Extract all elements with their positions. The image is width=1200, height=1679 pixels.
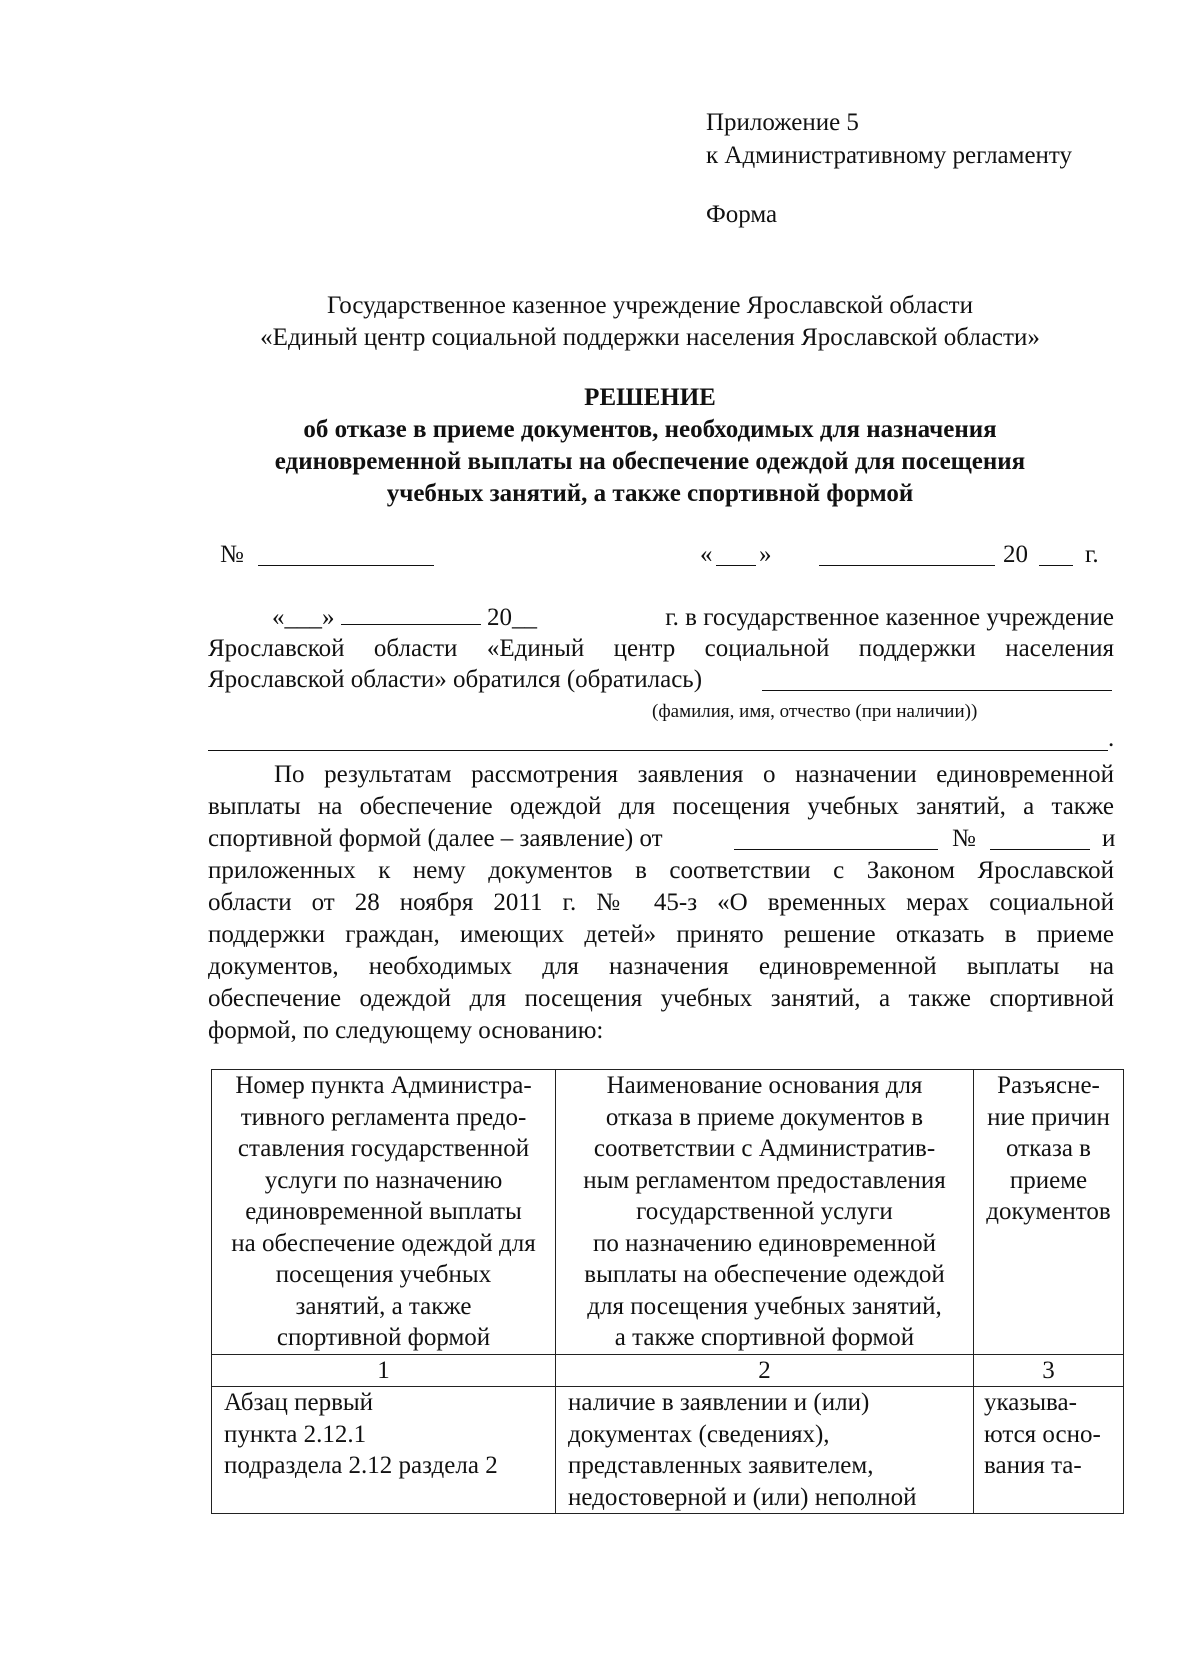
- paragraph1-line-1: [272, 602, 1114, 633]
- paragraph2-line-2: выплаты на обеспечение одеждой для посещения учебных занятий, а также: [208, 793, 1114, 820]
- number-field[interactable]: [258, 541, 434, 566]
- table-cell-line: пункта 2.12.1: [224, 1420, 367, 1448]
- table-header-1-line: занятий, а также: [295, 1292, 472, 1320]
- paragraph2-line-6: поддержки граждан, имеющих детей» принято решение отказать в приеме: [208, 921, 1114, 948]
- date-year-prefix: 20: [1003, 541, 1028, 568]
- paragraph2-line-9: формой, по следующему основанию:: [208, 1017, 604, 1044]
- table-column-number-1: 1: [212, 1354, 556, 1387]
- table-header-3-line: отказа в: [1006, 1135, 1091, 1162]
- paragraph1-end-dot: .: [1108, 725, 1115, 752]
- table-header-1-line: тивного регламента предо-: [240, 1103, 527, 1131]
- appendix-number: Приложение 5: [706, 109, 859, 136]
- appendix-regulation: к Административному регламенту: [706, 142, 1073, 169]
- table-header-2: [556, 1070, 974, 1355]
- table-header-2-line: для посещения учебных занятий,: [587, 1292, 942, 1320]
- paragraph2-line-5: области от 28 ноября 2011 г. № 45-з «О временных мерах социальной: [208, 889, 1114, 916]
- table-header-1-line: спортивной формой: [276, 1324, 491, 1351]
- table-header-2-line: соответствии с Административ-: [593, 1135, 936, 1162]
- paragraph2-line-3-a: спортивной формой (далее – заявление) от: [208, 825, 663, 852]
- table-header-3-line: документов: [986, 1198, 1111, 1225]
- table-cell-line: указыва-: [984, 1389, 1077, 1416]
- paragraph2-line-8: обеспечение одеждой для посещения учебных занятий, а также спортивной: [208, 985, 1114, 1012]
- table-cell-line: недостоверной и (или) неполной: [568, 1483, 917, 1511]
- date-quote-open: «: [700, 541, 713, 568]
- table-row: [212, 1387, 1124, 1514]
- table-header-3-line: Разъясне-: [997, 1072, 1100, 1099]
- table-header-3-line: приеме: [1009, 1166, 1088, 1194]
- table-cell-line: Абзац первый: [224, 1389, 374, 1416]
- table-header-1-line: услуги по назначению: [264, 1166, 503, 1194]
- table-header-2-line: а также спортивной формой: [614, 1324, 915, 1351]
- applicant-name-continuation-field[interactable]: [208, 726, 1108, 751]
- table-header-1-line: на обеспечение одеждой для: [231, 1229, 536, 1257]
- table-header-3-line: ние причин: [987, 1103, 1110, 1131]
- decision-subtitle-line-1: об отказе в приеме документов, необходимых для назначения: [303, 416, 997, 443]
- paragraph2-line-7: документов, необходимых для назначения единовременной выплаты на: [208, 953, 1114, 980]
- table-column-number-3: 3: [974, 1354, 1124, 1387]
- table-header-1-line: единовременной выплаты: [245, 1198, 522, 1225]
- table-header-1-line: Номер пункта Администра-: [235, 1072, 532, 1099]
- table-header-row: [212, 1070, 1124, 1355]
- table-cell-explanation: [974, 1387, 1124, 1514]
- date-year-suffix: г.: [1085, 541, 1099, 568]
- paragraph1-quote: «___»: [272, 604, 335, 631]
- table-header-2-line: Наименование основания для: [606, 1072, 923, 1099]
- paragraph1-month-field[interactable]: [341, 604, 481, 625]
- paragraph1-year: 20__: [487, 604, 537, 631]
- table-header-1: [212, 1070, 556, 1355]
- applicant-name-field[interactable]: [762, 666, 1112, 691]
- table-header-2-line: ным регламентом предоставления: [583, 1166, 946, 1194]
- date-month-field[interactable]: [819, 541, 995, 566]
- date-quote-close: »: [759, 541, 772, 568]
- applicant-name-caption: (фамилия, имя, отчество (при наличии)): [652, 701, 978, 722]
- table-number-row: [212, 1354, 1124, 1387]
- table-cell-line: подраздела 2.12 раздела 2: [224, 1452, 498, 1479]
- table-header-2-line: государственной услуги: [636, 1198, 893, 1225]
- paragraph2-line-4: приложенных к нему документов в соответствии с Законом Ярославской: [208, 857, 1114, 884]
- table-header-1-line: посещения учебных: [275, 1261, 492, 1288]
- decision-title: РЕШЕНИЕ: [584, 384, 716, 411]
- institution-line-2: «Единый центр социальной поддержки населения Ярославской области»: [260, 324, 1040, 351]
- table-header-2-line: по назначению единовременной: [592, 1229, 936, 1257]
- table-header-2-line: выплаты на обеспечение одеждой: [584, 1261, 945, 1288]
- number-label: №: [220, 541, 244, 568]
- institution-line-1: Государственное казенное учреждение Ярославской области: [327, 292, 973, 319]
- date-year-field[interactable]: [1039, 541, 1073, 566]
- table-header-1-line: ставления государственной: [237, 1135, 530, 1162]
- paragraph2-line-1: По результатам рассмотрения заявления о назначении единовременной: [274, 761, 1114, 788]
- table-cell-clause: [212, 1387, 556, 1514]
- application-number-field[interactable]: [990, 825, 1090, 850]
- paragraph1-line-3: Ярославской области» обратился (обратилась): [208, 666, 703, 693]
- refusal-grounds-table: [211, 1069, 1124, 1514]
- table-cell-line: документах (сведениях),: [568, 1420, 830, 1448]
- table-cell-line: наличие в заявлении и (или): [568, 1389, 870, 1416]
- table-cell-line: ются осно-: [984, 1420, 1101, 1448]
- decision-subtitle-line-3: учебных занятий, а также спортивной формой: [386, 480, 914, 507]
- decision-subtitle-line-2: единовременной выплаты на обеспечение одеждой для посещения: [274, 448, 1026, 475]
- paragraph1-line-1-text: г. в государственное казенное учреждение: [665, 604, 1114, 631]
- table-header-2-line: отказа в приеме документов в: [605, 1103, 924, 1131]
- paragraph2-line-3-c: и: [1102, 825, 1116, 852]
- table-cell-line: представленных заявителем,: [568, 1452, 874, 1479]
- paragraph2-line-3-b: №: [952, 825, 976, 852]
- form-label: Форма: [706, 201, 778, 228]
- application-date-field[interactable]: [734, 825, 938, 850]
- paragraph1-line-2: Ярославской области «Единый центр социальной поддержки населения: [208, 635, 1114, 662]
- table-column-number-2: 2: [556, 1354, 974, 1387]
- table-header-3: [974, 1070, 1124, 1355]
- table-cell-line: вания та-: [984, 1452, 1082, 1479]
- table-cell-ground: [556, 1387, 974, 1514]
- date-day-field[interactable]: [716, 541, 756, 566]
